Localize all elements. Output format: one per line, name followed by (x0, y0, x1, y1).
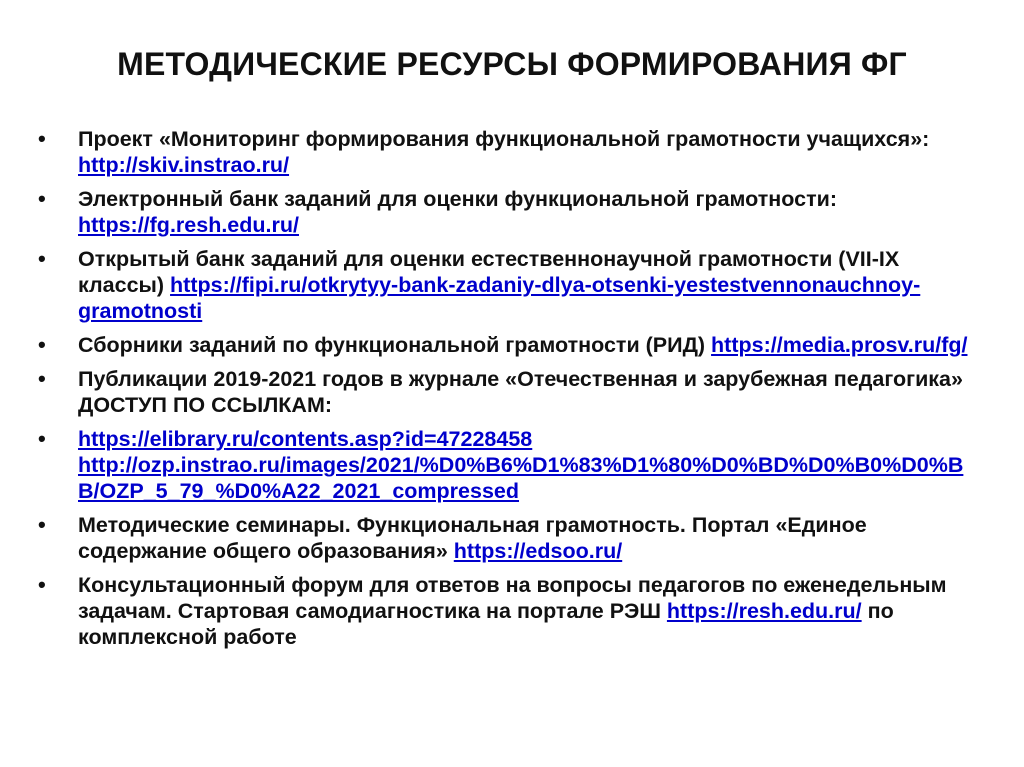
item-text: Электронный банк заданий для оценки функциональной грамотности: (78, 187, 837, 211)
bullet-icon: • (38, 426, 46, 451)
fg-resh-link[interactable]: https://fg.resh.edu.ru/ (78, 213, 299, 237)
item-text: Публикации 2019-2021 годов в журнале «Отечественная и зарубежная педагогика» ДОСТУП ПО ССЫЛКАМ: (78, 367, 963, 417)
edsoo-link[interactable]: https://edsoo.ru/ (453, 539, 623, 563)
list-item-publications (38, 366, 978, 418)
item-text: Методические семинары. Функциональная грамотность. Портал «Единое содержание общего образования» (78, 513, 867, 563)
ozp-instrao-link[interactable]: http://ozp.instrao.ru/images/2021/%D0%B6%D1%83%D1%80%D0%BD%D0%B0%D0%BB/OZP_5_79_%D0%A22_2021_compressed (78, 453, 964, 503)
bullet-icon: • (38, 512, 46, 537)
list-item-fipi-bank (38, 246, 978, 324)
list-item-publication-links (38, 426, 978, 504)
elibrary-link[interactable]: https://elibrary.ru/contents.asp?id=47228458 (78, 427, 533, 451)
item-text: Консультационный форум для ответов на вопросы педагогов по еженедельным задачам. Стартовая самодиагностика на портале РЭШ (78, 573, 947, 623)
bullet-icon: • (38, 186, 46, 211)
bullet-icon: • (38, 246, 46, 271)
item-text: Сборники заданий по функциональной грамотности (РИД) (78, 333, 712, 357)
list-item-edsoo-seminars (38, 512, 978, 564)
bullet-icon: • (38, 572, 46, 597)
bullet-icon: • (38, 366, 46, 391)
bullet-icon: • (38, 332, 46, 357)
fipi-link[interactable]: https://fipi.ru/otkrytyy-bank-zadaniy-dlya-otsenki-yestestvennonauchnoy-gramotnosti (78, 273, 921, 323)
item-text-after: по комплексной работе (78, 599, 894, 649)
bullet-icon: • (38, 126, 46, 151)
resh-link[interactable]: https://resh.edu.ru/ (666, 599, 862, 623)
list-item-fg-resh-bank (38, 186, 978, 238)
prosv-link[interactable]: https://media.prosv.ru/fg/ (711, 333, 968, 357)
list-item-prosv-collections (38, 332, 978, 358)
list-item-skiv-project (38, 126, 978, 178)
skiv-link[interactable]: http://skiv.instrao.ru/ (78, 153, 290, 177)
item-text: Проект «Мониторинг формирования функциональной грамотности учащихся»: (78, 127, 930, 151)
resource-list (38, 126, 978, 658)
slide-title: МЕТОДИЧЕСКИЕ РЕСУРСЫ ФОРМИРОВАНИЯ ФГ (117, 46, 907, 82)
item-text: Открытый банк заданий для оценки естественнонаучной грамотности (VII-IX классы) (78, 247, 900, 297)
list-item-resh-forum (38, 572, 978, 650)
